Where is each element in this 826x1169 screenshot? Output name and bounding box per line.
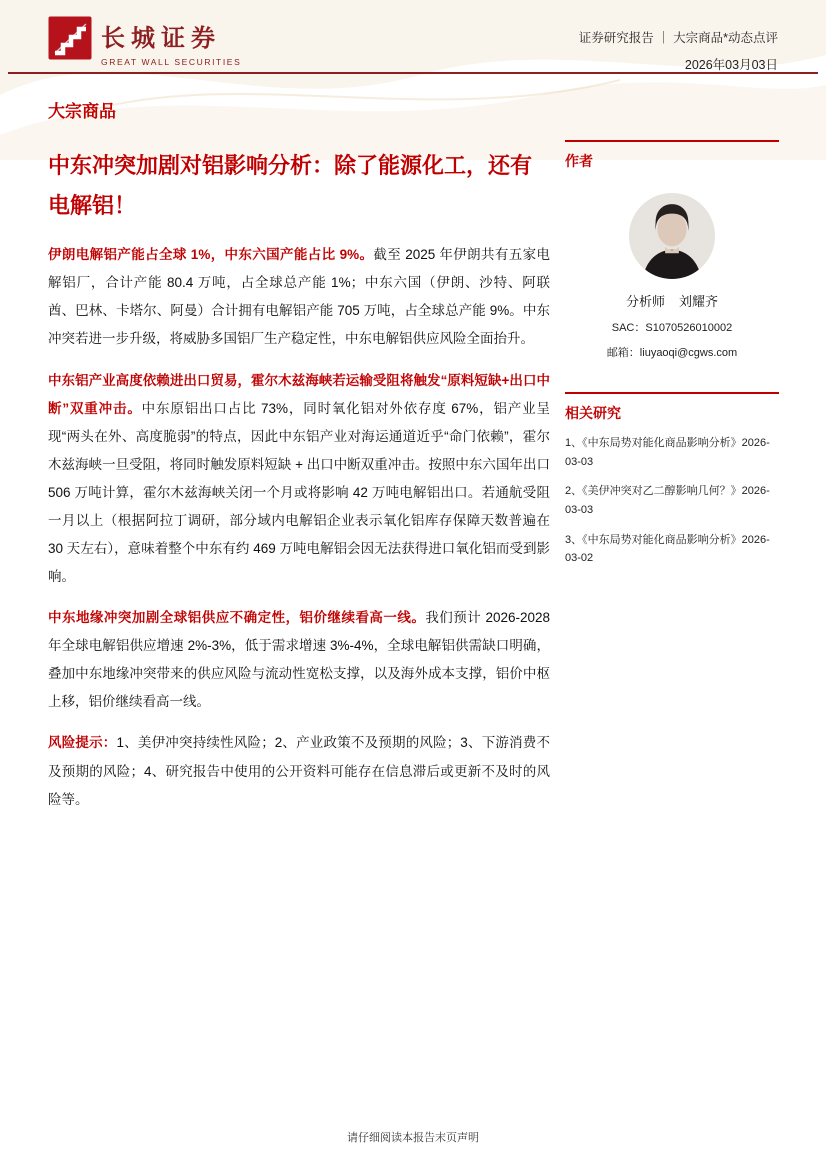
report-date: 2026年03月03日 [684, 58, 778, 72]
paragraph-lead: 中东地缘冲突加剧全球铝供应不确定性，铝价继续看高一线。 [48, 610, 426, 626]
paragraph-lead: 伊朗电解铝产能占全球 1%，中东六国产能占比 9%。 [48, 247, 374, 263]
analyst-name: 刘耀齐 [679, 294, 719, 309]
paragraph-lead: 风险提示： [48, 735, 117, 751]
paragraph-risk-notes [48, 729, 550, 813]
logo-name-en: GREAT WALL SECURITIES [101, 57, 242, 67]
related-research-section [565, 392, 779, 568]
report-body [48, 97, 550, 827]
analyst-line [565, 291, 779, 310]
footer-disclaimer: 请仔细阅读本报告末页声明 [347, 1132, 479, 1144]
header-meta [579, 16, 778, 73]
logo-name-cn: 长城证券 [101, 26, 221, 52]
related-section-title: 相关研究 [565, 405, 621, 421]
related-section-divider [565, 392, 779, 394]
paragraph-lead: 中东铝产业高度依赖进出口贸易，霍尔木兹海峡若运输受阻将触发“原料短缺+出口中断”双重冲击。 [48, 372, 550, 416]
analyst-label: 分析师 [625, 294, 665, 309]
author-section-title: 作者 [565, 153, 593, 169]
author-section-divider [565, 140, 779, 142]
related-research-item[interactable]: 2、《美伊冲突对乙二醇影响几何？》2026-03-03 [565, 485, 770, 517]
great-wall-logo-icon [48, 16, 92, 60]
paragraph-body: 1、美伊冲突持续性风险；2、产业政策不及预期的风险；3、下游消费不及预期的风险；4、研究报告中使用的公开资料可能存在信息滞后或更新不及时的风险等。 [48, 735, 550, 807]
related-research-item[interactable]: 1、《中东局势对能化商品影响分析》2026-03-03 [565, 437, 770, 468]
sidebar [565, 140, 779, 568]
analyst-photo [629, 193, 715, 279]
paragraph-body: 中东原铝出口占比 73%，同时氧化铝对外依存度 67%，铝产业呈现“两头在外、高度脆弱”的特点，因此中东铝产业对海运通道近乎“命门依赖”，霍尔木兹海峡一旦受阻，将同时触发原料短缺 + 出口中断双重冲击。按照中东六国年出口 506 万吨计算，霍尔木兹海峡关闭一个月或将影响 42 万吨电解铝出口。若通航受阻一月以上（根据阿拉丁调研，部分域内电解铝企业表示氧化铝库存保障天数普遍在 30 天左右），意味着整个中东有约 469 万吨电解铝会因无法获得进口氧化铝而受到影响。 [48, 400, 551, 585]
report-type: 证券研究报告 ｜ 大宗商品*动态点评 [578, 31, 778, 45]
paragraph-price-outlook [48, 604, 550, 716]
report-title: 中东冲突加剧对铝影响分析：除了能源化工，还有电解铝！ [48, 153, 533, 218]
logo [48, 16, 241, 73]
related-research-item[interactable]: 3、《中东局势对能化商品影响分析》2026-03-02 [565, 533, 770, 565]
author-section [565, 140, 779, 360]
paragraph-body: 我们预计 2026-2028 年全球电解铝供应增速 2%-3%，低于需求增速 3%-4%，全球电解铝供需缺口明确，叠加中东地缘冲突带来的供应风险与流动性宽松支撑，以及海外成本支撑，铝价中枢上移，铝价继续看高一线。 [48, 610, 551, 710]
logo-text [101, 16, 241, 67]
analyst-sac: SAC：S1070526010002 [611, 322, 733, 334]
analyst-email[interactable]: 邮箱：liuyaoqi@cgws.com [606, 347, 738, 359]
paragraph-body: 截至 2025 年伊朗共有五家电解铝厂，合计产能 80.4 万吨，占全球总产能 1%；中东六国（伊朗、沙特、阿联酋、巴林、卡塔尔、阿曼）合计拥有电解铝产能 705 万吨，占全球总产能 9%。中东冲突若进一步升级，将威胁多国铝厂生产稳定性，中东电解铝供应风险全面抬升。 [48, 247, 550, 347]
paragraph-trade-dependence [48, 367, 550, 592]
paragraph-supply-share [48, 241, 550, 353]
header-divider [8, 72, 818, 74]
category-label: 大宗商品 [48, 102, 116, 121]
header [48, 16, 778, 73]
